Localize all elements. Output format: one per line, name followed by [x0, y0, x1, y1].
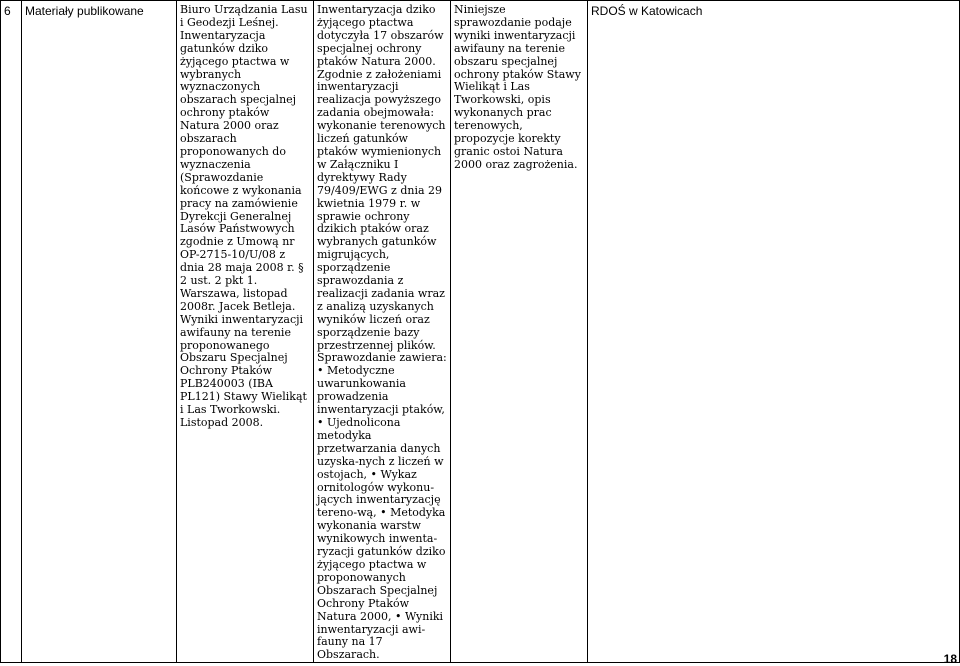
table-row	[1, 1, 960, 663]
row-number-cell: 6	[1, 1, 22, 663]
scope-cell: Inwentaryzacja dziko żyjącego ptactwa dotyczyła 17 obszarów specjalnej ochrony ptaków Natura 2000. Zgodnie z założeniami inwentaryzacji realizacja powyższego zadania obejmowała: wykonanie terenowych liczeń gatunków ptaków wymienionych w Załączniku I dyrektywy Rady 79/409/EWG z dnia 29 kwietnia 1979 r. w sprawie ochrony dzikich ptaków oraz wybranych gatunków migrujących, sporządzenie sprawozdania z realizacji zadania wraz z analizą uzyskanych wyników liczeń oraz sporządzenie bazy przestrzennej plików. Sprawozdanie zawiera: • Metodyczne uwarunkowania prowadzenia inwentaryzacji ptaków, • Ujednolicona metodyka przetwarzania danych uzyska-nych z liczeń w ostojach, • Wykaz ornitologów wykonu-jących inwentaryzację tereno-wą, • Metodyka wykonania warstw wynikowych inwenta-ryzacji gatunków dziko żyjącego ptactwa w proponowanych Obszarach Specjalnej Ochrony Ptaków Natura 2000, • Wyniki inwentaryzacji awi-fauny na 17 Obszarach.	[314, 1, 451, 663]
category-cell: Materiały publikowane	[22, 1, 177, 663]
page-number: 18	[943, 652, 957, 666]
description-cell: Niniejsze sprawozdanie podaje wyniki inwentaryzacji awifauny na terenie obszaru specjalnej ochrony ptaków Stawy Wielikąt i Las Tworkowski, opis wykonanych prac terenowych, propozycje korekty granic ostoi Natura 2000 oraz zagrożenia.	[451, 1, 588, 663]
author-title-cell: Biuro Urządzania Lasu i Geodezji Leśnej. Inwentaryzacja gatunków dziko żyjącego ptactwa w wybranych wyznaczonych obszarach specjalnej ochrony ptaków Natura 2000 oraz obszarach proponowanych do wyznaczenia (Sprawozdanie końcowe z wykonania pracy na zamówienie Dyrekcji Generalnej Lasów Państwowych zgodnie z Umową nr OP-2715-10/U/08 z dnia 28 maja 2008 r. § 2 ust. 2 pkt 1. Warszawa, listopad 2008r. Jacek Betleja. Wyniki inwentaryzacji awifauny na terenie proponowanego Obszaru Specjalnej Ochrony Ptaków PLB240003 (IBA PL121) Stawy Wielikąt i Las Tworkowski. Listopad 2008.	[177, 1, 314, 663]
location-cell: RDOŚ w Katowicach	[588, 1, 960, 663]
